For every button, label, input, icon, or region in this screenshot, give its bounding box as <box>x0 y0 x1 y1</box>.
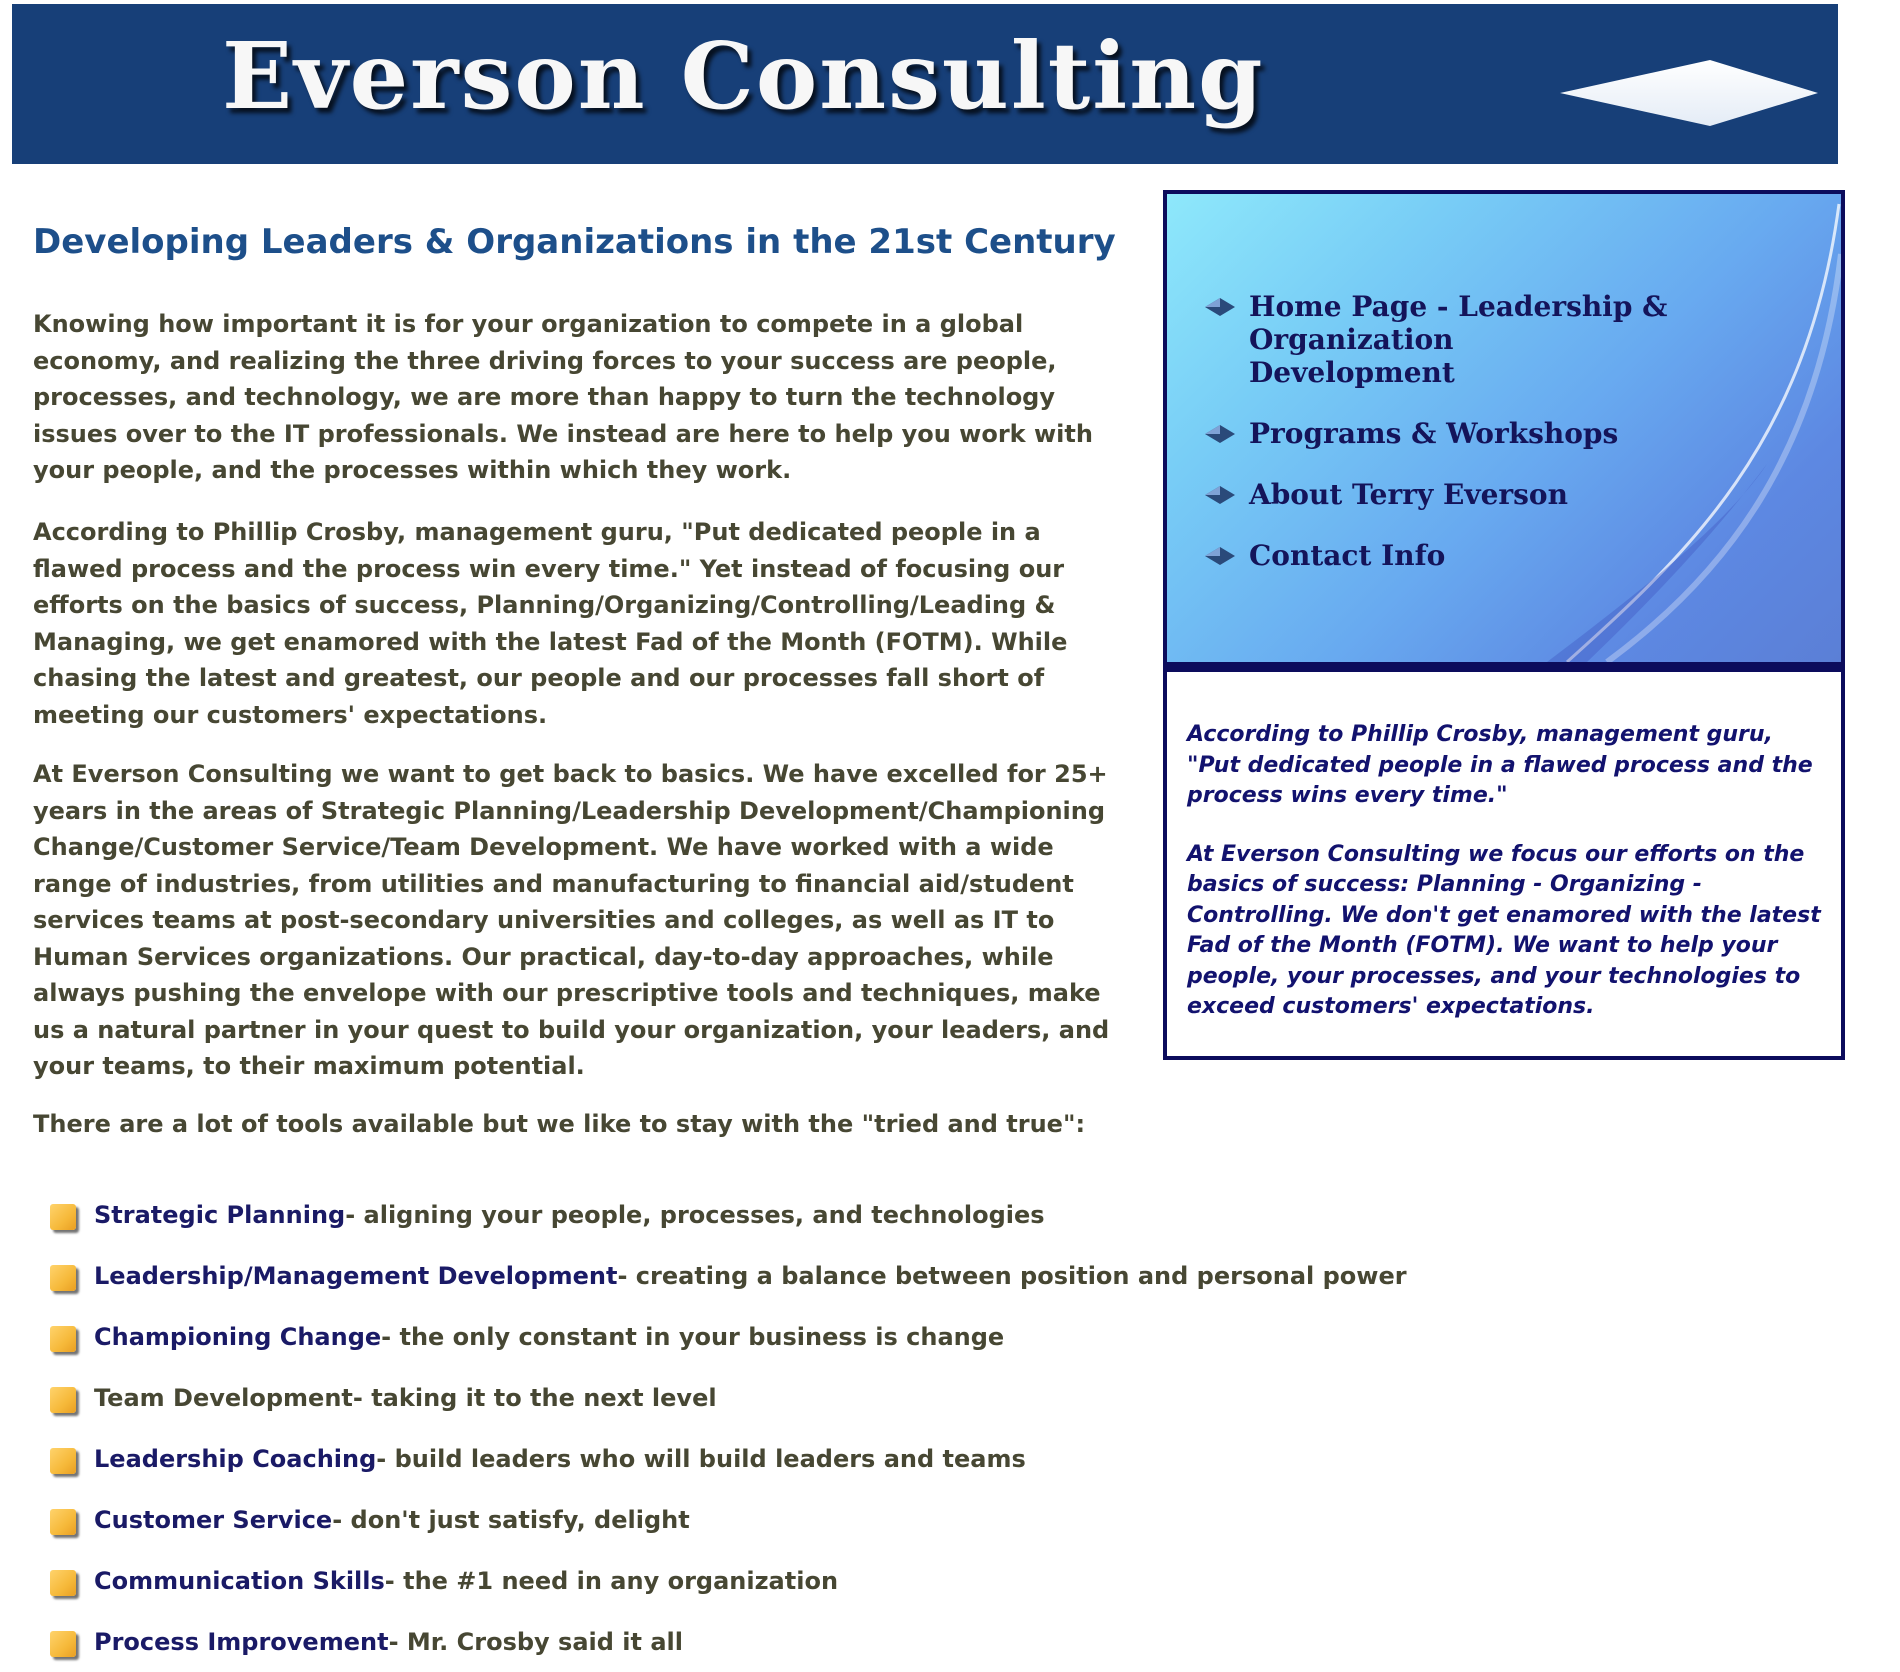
list-item <box>50 1428 1407 1489</box>
list-item <box>50 1367 1407 1428</box>
tool-description: - creating a balance between position and personal power <box>617 1261 1407 1290</box>
bullet-square-icon <box>50 1570 76 1596</box>
diamond-bullet-icon <box>1205 547 1235 565</box>
intro-paragraph: Knowing how important it is for your organization to compete in a global economy, and realizing the three driving forces to your success are people, processes, and technology, we are more than happy to turn the technology issues over to the IT professionals. We instead are here to help you work with your people, and the processes within which they work. <box>33 310 1093 484</box>
tool-name-team-development: Team Development <box>94 1383 353 1412</box>
nav-item-about <box>1205 478 1669 511</box>
diamond-bullet-icon <box>1205 486 1235 504</box>
list-item <box>50 1489 1407 1550</box>
bullet-square-icon <box>50 1448 76 1474</box>
nav-link-home[interactable]: Home Page - Leadership & Organization Development <box>1249 290 1668 389</box>
tool-description: - the #1 need in any organization <box>384 1566 839 1595</box>
bullet-square-icon <box>50 1265 76 1291</box>
quote-paragraph: According to Phillip Crosby, management guru, "Put dedicated people in a flawed process and the process wins every time." <box>1187 722 1813 808</box>
tool-link-process-improvement[interactable]: Process Improvement <box>94 1627 389 1656</box>
diamond-bullet-icon <box>1205 298 1235 316</box>
tools-list <box>50 1184 1407 1672</box>
tool-link-communication-skills[interactable]: Communication Skills <box>94 1566 385 1595</box>
nav-menu <box>1205 290 1669 600</box>
tool-description: - build leaders who will build leaders and teams <box>376 1444 1026 1473</box>
list-item <box>50 1550 1407 1611</box>
tool-description: - the only constant in your business is change <box>381 1322 1005 1351</box>
site-logo[interactable]: Everson Consulting <box>222 22 1265 130</box>
tool-link-leadership-management-development[interactable]: Leadership/Management Development <box>94 1261 618 1290</box>
tool-description: - Mr. Crosby said it all <box>388 1627 683 1656</box>
tool-link-strategic-planning[interactable]: Strategic Planning <box>94 1200 346 1229</box>
diamond-logo-icon <box>1560 60 1818 126</box>
bullet-square-icon <box>50 1387 76 1413</box>
nav-item-contact <box>1205 539 1669 572</box>
main-content <box>33 220 1133 1138</box>
list-item <box>50 1245 1407 1306</box>
nav-link-about[interactable]: About Terry Everson <box>1249 478 1568 511</box>
nav-link-contact[interactable]: Contact Info <box>1249 539 1446 572</box>
list-item <box>50 1184 1407 1245</box>
tool-description: - taking it to the next level <box>352 1383 717 1412</box>
nav-link-programs[interactable]: Programs & Workshops <box>1249 417 1619 450</box>
tool-link-customer-service[interactable]: Customer Service <box>94 1505 333 1534</box>
focus-paragraph: At Everson Consulting we focus our efforts on the basics of success: Planning - Organizing - Controlling. We don't get enamored with the latest Fad of the Month (FOTM). We want to help your people, your processes, and your technologies to exceed customers' expectations. <box>1187 841 1821 1019</box>
nav-item-home <box>1205 290 1669 389</box>
tool-link-championing-change[interactable]: Championing Change <box>94 1322 382 1351</box>
bullet-square-icon <box>50 1509 76 1535</box>
bullet-square-icon <box>50 1631 76 1657</box>
crosby-paragraph: According to Phillip Crosby, management guru, "Put dedicated people in a flawed process and the process win every time." Yet instead of focusing our efforts on the basics of success, Planning/Organizing/Controlling/Leading & Managing, we get enamored with the latest Fad of the Month (FOTM). While chasing the latest and greatest, our people and our processes fall short of meeting our customers' expectations. <box>33 518 1068 729</box>
tool-description: - aligning your people, processes, and technologies <box>345 1200 1045 1229</box>
header-banner <box>12 4 1838 164</box>
nav-panel <box>1163 190 1845 666</box>
page-headline: Developing Leaders & Organizations in the 21st Century <box>33 222 1116 262</box>
list-item <box>50 1611 1407 1672</box>
basics-paragraph: At Everson Consulting we want to get back to basics. We have excelled for 25+ years in the areas of Strategic Planning/Leadership Development/Championing Change/Customer Service/Team Development. We have worked with a wide range of industries, from utilities and manufacturing to financial aid/student services teams at post-secondary universities and colleges, as well as IT to Human Services organizations. Our practical, day-to-day approaches, while always pushing the envelope with our prescriptive tools and techniques, make us a natural partner in your quest to build your organization, your leaders, and your teams, to their maximum potential. <box>33 760 1110 1080</box>
tools-intro-paragraph: There are a lot of tools available but we like to stay with the "tried and true": <box>33 1110 1086 1138</box>
tool-link-leadership-coaching[interactable]: Leadership Coaching <box>94 1444 377 1473</box>
bullet-square-icon <box>50 1204 76 1230</box>
bullet-square-icon <box>50 1326 76 1352</box>
quote-box <box>1163 666 1845 1060</box>
tool-description: - don't just satisfy, delight <box>332 1505 690 1534</box>
nav-item-programs <box>1205 417 1669 450</box>
diamond-bullet-icon <box>1205 425 1235 443</box>
list-item <box>50 1306 1407 1367</box>
